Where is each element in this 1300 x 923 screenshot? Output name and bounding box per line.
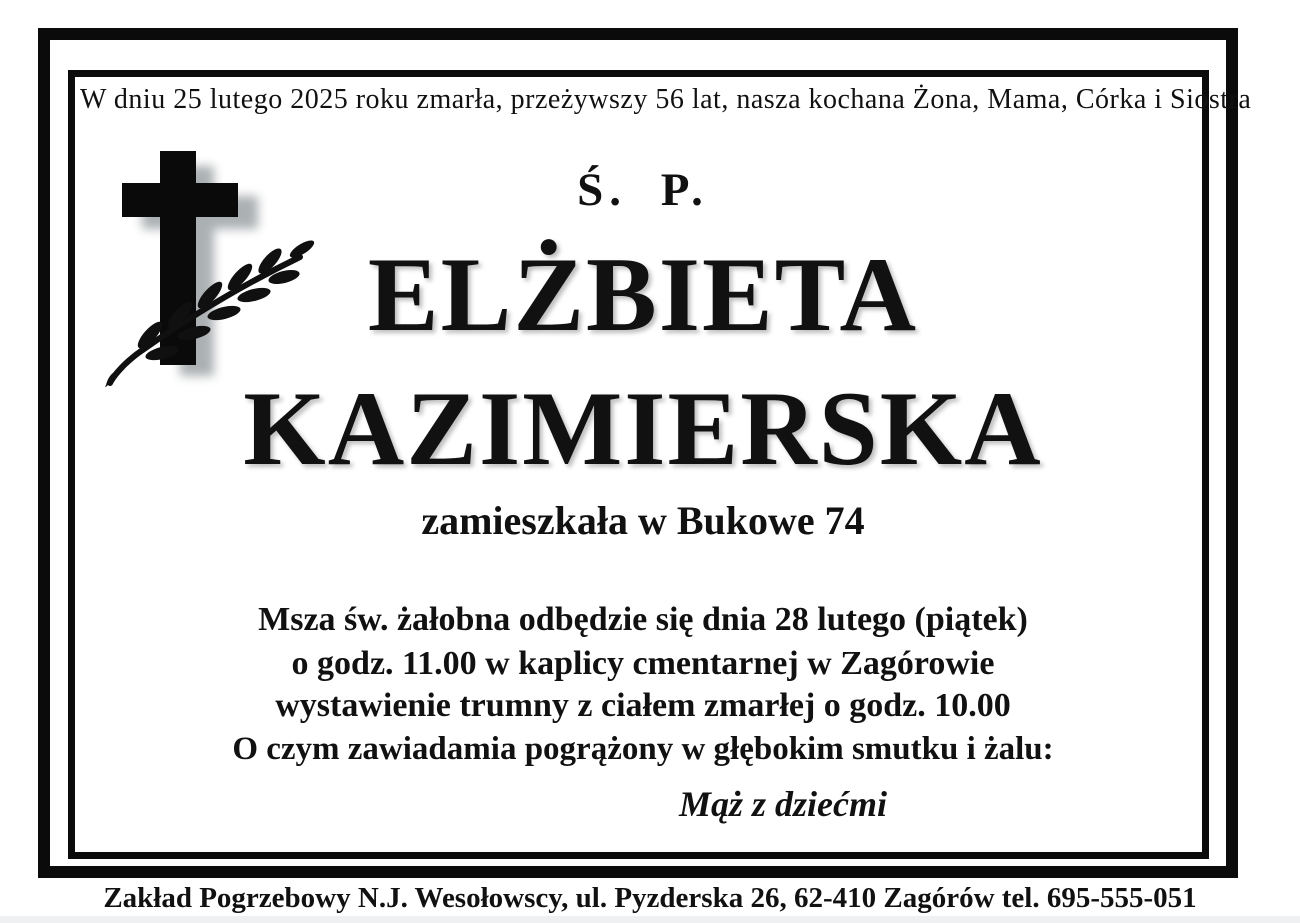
intro-text: W dniu 25 lutego 2025 roku zmarła, przeżywszy 56 lat, nasza kochana Żona, Mama, Córka i Siostra [80, 84, 1252, 115]
funeral-home-info: Zakład Pogrzebowy N.J. Wesołowscy, ul. Pyzderska 26, 62-410 Zagórów tel. 695-555-051 [103, 882, 1197, 914]
residence-text: zamieszkała w Bukowe 74 [421, 498, 865, 543]
bottom-edge-strip [0, 916, 1300, 923]
sp-abbreviation: Ś. P. [577, 164, 709, 216]
mass-detail-line-2: o godz. 11.00 w kaplicy cmentarnej w Zagórowie [291, 645, 995, 682]
announcement-text: O czym zawiadamia pogrążony w głębokim smutku i żalu: [232, 731, 1054, 767]
mass-detail-line-3: wystawienie trumny z ciałem zmarłej o godz. 10.00 [275, 687, 1011, 724]
deceased-last-name: KAZIMIERSKA [243, 370, 1043, 487]
mass-detail-line-1: Msza św. żałobna odbędzie się dnia 28 lutego (piątek) [258, 601, 1028, 638]
deceased-first-name: ELŻBIETA [367, 236, 919, 353]
family-signature: Mąż z dziećmi [678, 784, 887, 824]
